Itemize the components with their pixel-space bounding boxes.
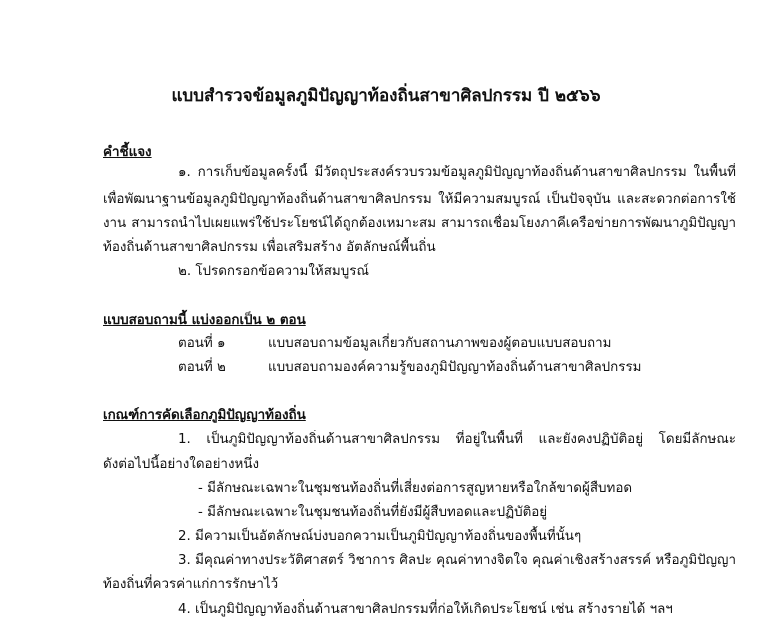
survey-part-2 <box>178 358 642 378</box>
instruction-item-1-line-2: เพื่อพัฒนาฐานข้อมูลภูมิปัญญาท้องถิ่นด้านสาขาศิลปกรรม ให้มีความสมบูรณ์ เป็นปัจจุบัน และสะดวกต่อการใช้ <box>103 192 736 207</box>
criteria-1-sub-2: - มีลักษณะเฉพาะในชุมชนท้องถิ่นที่ยังมีผู้สืบทอดและปฏิบัติอยู่ <box>198 505 548 520</box>
survey-part-1-text: แบบสอบถามข้อมูลเกี่ยวกับสถานภาพของผู้ตอบแบบสอบถาม <box>268 336 612 351</box>
instruction-item-1-line-3: งาน สามารถนำไปเผยแพร่ใช้ประโยชน์ได้ถูกต้องเหมาะสม สามารถเชื่อมโยงภาคีเครือข่ายการพัฒนาภูมิปัญญา <box>103 216 736 231</box>
instructions-heading: คำชี้แจง <box>103 145 152 160</box>
survey-part-1-label: ตอนที่ ๑ <box>178 336 226 351</box>
criteria-2: 2. มีความเป็นอัตลักษณ์บ่งบอกความเป็นภูมิปัญญาท้องถิ่นของพื้นที่นั้นๆ <box>178 529 582 544</box>
survey-part-1 <box>178 334 611 354</box>
document-title: แบบสำรวจข้อมูลภูมิปัญญาท้องถิ่นสาขาศิลปกรรม ปี ๒๕๖๖ <box>171 86 601 106</box>
criteria-heading: เกณฑ์การคัดเลือกภูมิปัญญาท้องถิ่น <box>103 408 306 423</box>
criteria-1-sub-1: - มีลักษณะเฉพาะในชุมชนท้องถิ่นที่เสี่ยงต่อการสูญหายหรือใกล้ขาดผู้สืบทอด <box>198 481 633 496</box>
criteria-1-line-1: 1. เป็นภูมิปัญญาท้องถิ่นด้านสาขาศิลปกรรม ที่อยู่ในพื้นที่ และยังคงปฏิบัติอยู่ โดยมีลักษณะ <box>178 432 736 447</box>
instruction-item-1-line-4: ท้องถิ่นด้านสาขาศิลปกรรม เพื่อเสริมสร้าง อัตลักษณ์พื้นถิ่น <box>103 240 436 255</box>
criteria-4: 4. เป็นภูมิปัญญาท้องถิ่นด้านสาขาศิลปกรรมที่ก่อให้เกิดประโยชน์ เช่น สร้างรายได้ ฯลฯ <box>178 602 673 617</box>
criteria-3-line-2: ท้องถิ่นที่ควรค่าแก่การรักษาไว้ <box>103 577 279 592</box>
instruction-item-2: ๒. โปรดกรอกข้อความให้สมบูรณ์ <box>178 264 369 279</box>
instruction-item-1-line-1: ๑. การเก็บข้อมูลครั้งนี้ มีวัตถุประสงค์รวบรวมข้อมูลภูมิปัญญาท้องถิ่นด้านสาขาศิลปกรรม ในพื้นที่ <box>178 165 736 180</box>
criteria-1-line-2: ดังต่อไปนี้อย่างใดอย่างหนึ่ง <box>103 457 260 472</box>
survey-part-2-text: แบบสอบถามองค์ความรู้ของภูมิปัญญาท้องถิ่นด้านสาขาศิลปกรรม <box>268 360 642 375</box>
criteria-3-line-1: 3. มีคุณค่าทางประวัติศาสตร์ วิชาการ ศิลปะ คุณค่าทางจิตใจ คุณค่าเชิงสร้างสรรค์ หรือภูมิปัญญา <box>178 553 736 568</box>
survey-parts-heading: แบบสอบถามนี้ แบ่งออกเป็น ๒ ตอน <box>103 313 306 328</box>
survey-part-2-label: ตอนที่ ๒ <box>178 360 226 375</box>
